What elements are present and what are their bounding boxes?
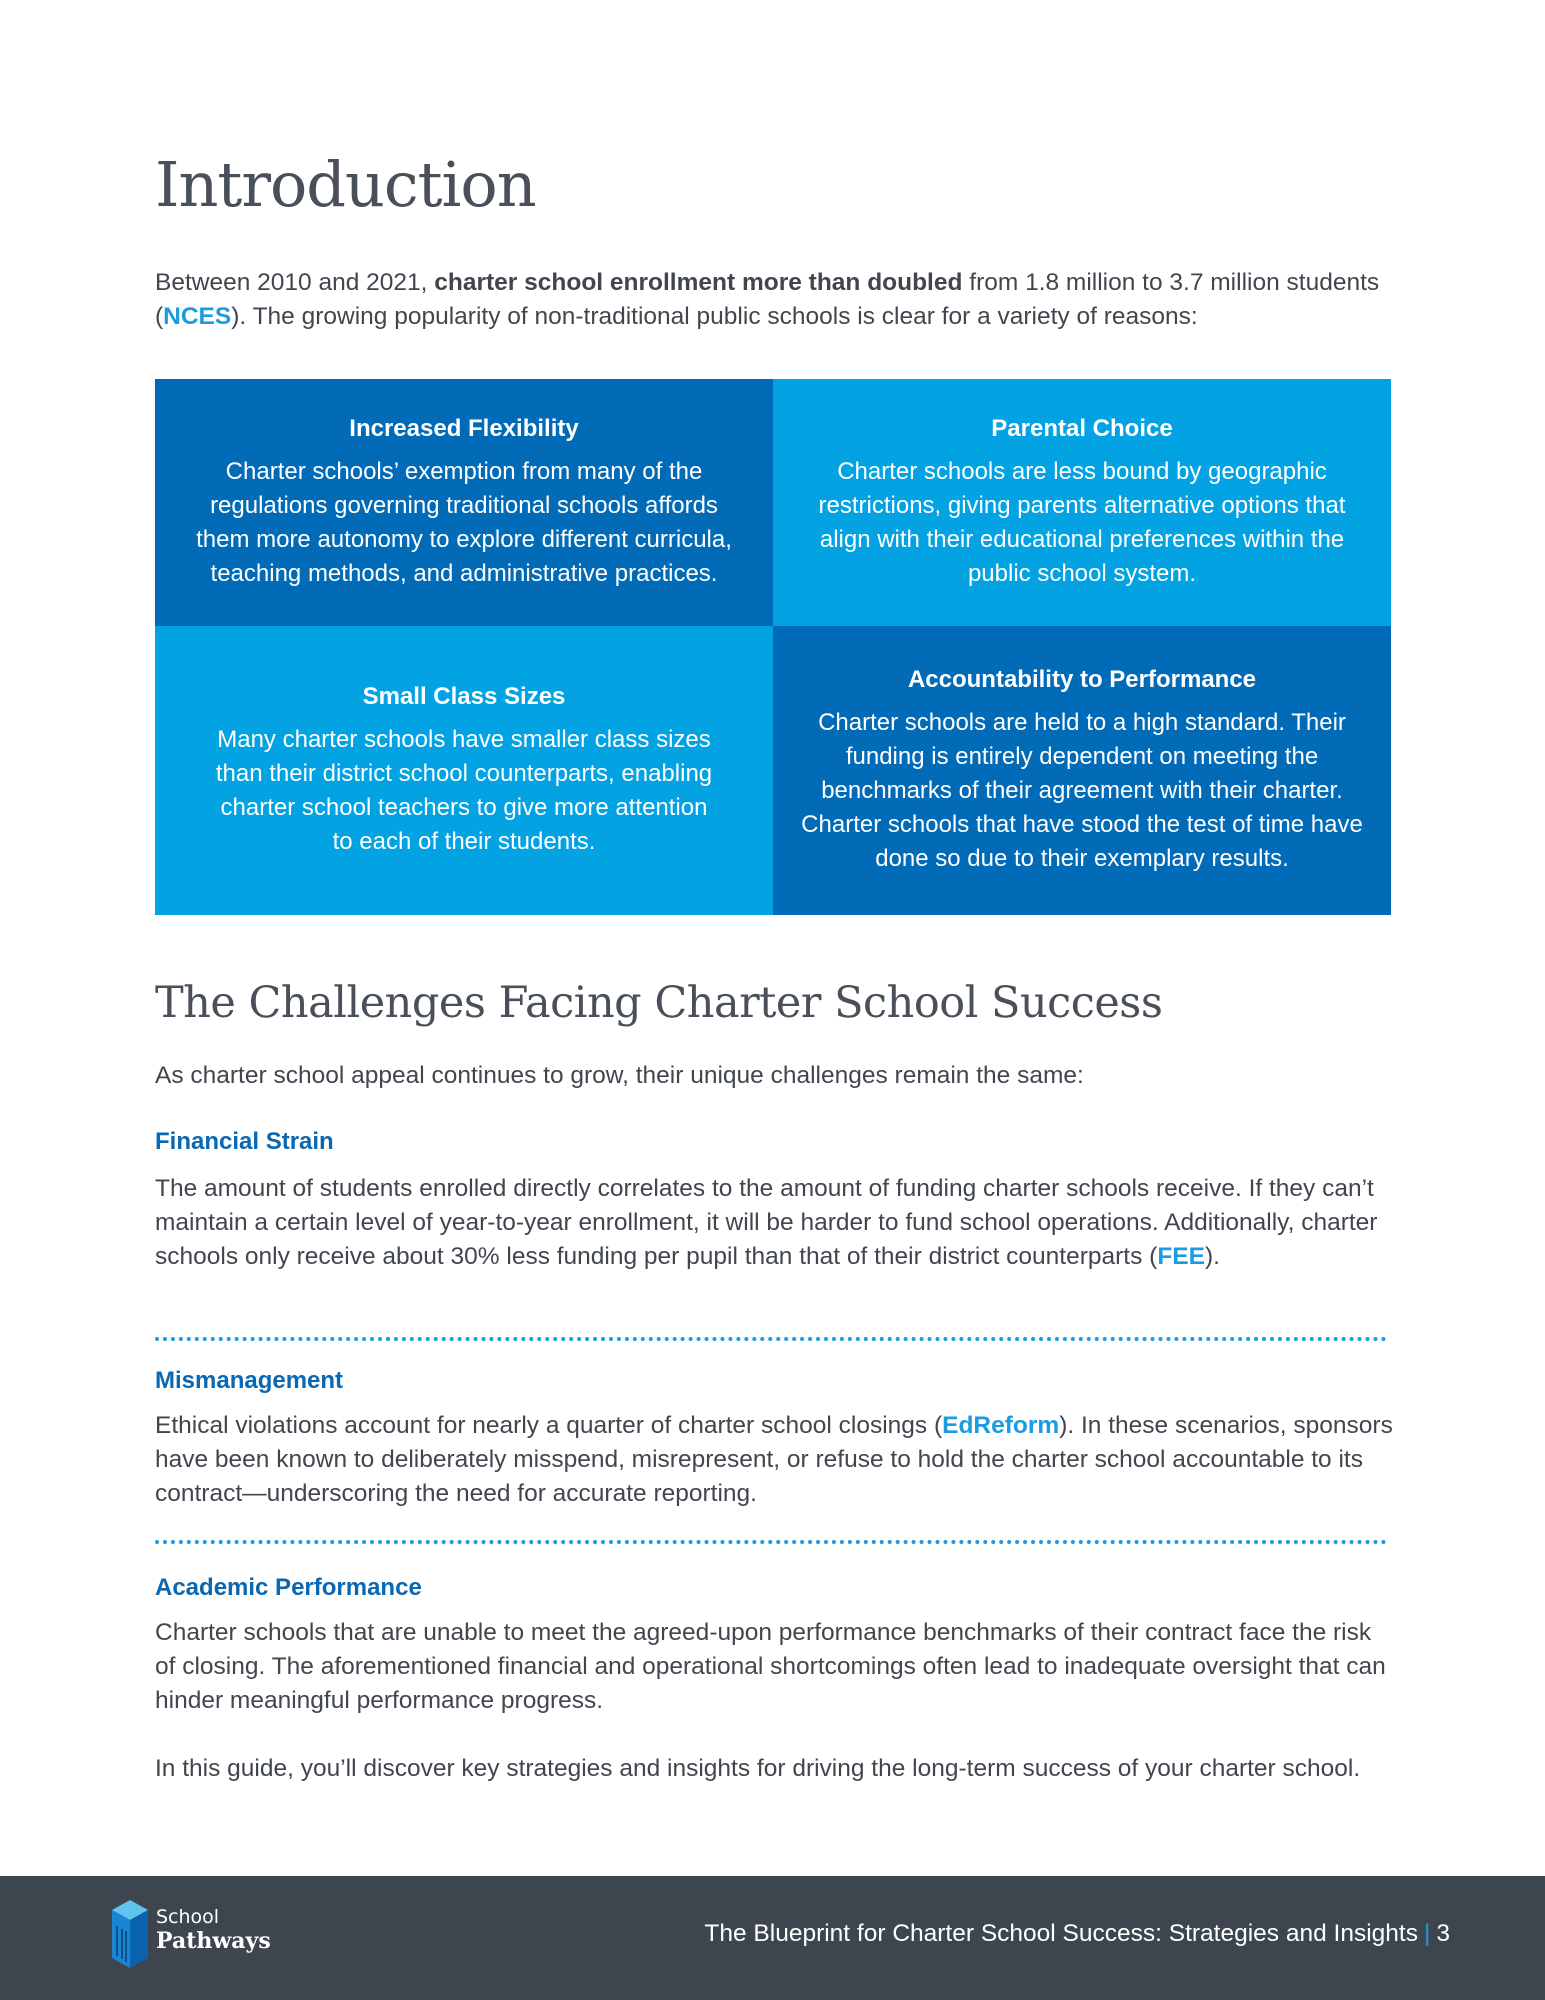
mismanagement-title: Mismanagement [155, 1367, 344, 1394]
edreform-link[interactable]: EdReform [942, 1412, 1060, 1439]
reason-title: Increased Flexibility [349, 414, 579, 442]
section-divider [155, 1540, 1387, 1544]
footer-separator: | [1423, 1920, 1431, 1947]
financial-text-start: The amount of students enrolled directly correlates to the amount of funding charter schools receive. If they can’t maintain a certain level of year-to-year enrollment, it will be harder to fund school operations. Additionally, charter schools only receive about 30% less funding per pupil than that of their district counterparts ( [155, 1175, 1378, 1270]
reason-card-class-sizes [155, 626, 773, 915]
reason-text: Charter schools are less bound by geographic restrictions, giving parents alternative options that align with their educational preferences within the public school system. [818, 457, 1346, 587]
reason-title: Parental Choice [991, 414, 1173, 442]
reason-text: Charter schools’ exemption from many of the regulations governing traditional schools affords them more autonomy to explore different curricula, teaching methods, and administrative practices. [196, 457, 732, 587]
challenges-heading: The Challenges Facing Charter School Success [155, 978, 1163, 1028]
nces-link[interactable]: NCES [163, 303, 232, 330]
financial-strain-text [155, 1172, 1395, 1274]
reason-card-parental-choice [773, 379, 1391, 626]
closing-paragraph: In this guide, you’ll discover key strategies and insights for driving the long-term success of your charter school. [155, 1755, 1361, 1782]
mismanagement-text-start: Ethical violations account for nearly a quarter of charter school closings ( [155, 1412, 943, 1439]
financial-strain-title: Financial Strain [155, 1128, 334, 1155]
academic-performance-title: Academic Performance [155, 1574, 422, 1601]
reasons-grid [155, 379, 1391, 915]
page-title: Introduction [155, 148, 536, 221]
section-divider [155, 1337, 1387, 1341]
mismanagement-text-end: ). In these scenarios, sponsors have been known to deliberately misspend, misrepresent, or refuse to hold the charter school accountable to its contract—underscoring the need for accurate reporting. [155, 1412, 1393, 1507]
reason-title: Small Class Sizes [362, 682, 566, 710]
logo-text-school: School [156, 1906, 220, 1928]
reason-card-flexibility [155, 379, 773, 626]
reason-card-accountability [773, 626, 1391, 915]
intro-text-end: ). The growing popularity of non-traditional public schools is clear for a variety of reasons: [231, 303, 1198, 330]
intro-text-mid: from 1.8 million to 3.7 million students ( [155, 269, 1380, 330]
fee-link[interactable]: FEE [1157, 1243, 1205, 1270]
pathways-logo-icon [100, 1896, 156, 1976]
intro-text-start: Between 2010 and 2021, [155, 269, 435, 296]
reason-text: Charter schools are held to a high standard. Their funding is entirely dependent on meeting the benchmarks of their agreement with their charter. Charter schools that have stood the test of time have done so due to their exemplary results. [801, 708, 1363, 872]
page-number: 3 [1436, 1920, 1450, 1947]
reason-text: Many charter schools have smaller class sizes than their district school counterparts, enabling charter school teachers to give more attention to each of their students. [215, 725, 713, 855]
financial-text-end: ). [1205, 1243, 1220, 1270]
footer-document-title [704, 1920, 1450, 1948]
challenges-lead: As charter school appeal continues to grow, their unique challenges remain the same: [155, 1062, 1084, 1089]
reason-title: Accountability to Performance [907, 665, 1257, 693]
school-pathways-logo [100, 1896, 270, 1976]
mismanagement-text [155, 1409, 1395, 1511]
academic-performance-text: Charter schools that are unable to meet the agreed-upon performance benchmarks of their contract face the risk of closing. The aforementioned financial and operational shortcomings often lead to inadequate oversight that can hinder meaningful performance progress. [155, 1619, 1386, 1714]
intro-paragraph [155, 266, 1395, 334]
document-title: The Blueprint for Charter School Success: Strategies and Insights [704, 1920, 1418, 1947]
intro-bold-text: charter school enrollment more than doubled [434, 269, 963, 296]
logo-text-pathways: Pathways [156, 1928, 271, 1954]
page-footer [0, 1876, 1545, 2000]
